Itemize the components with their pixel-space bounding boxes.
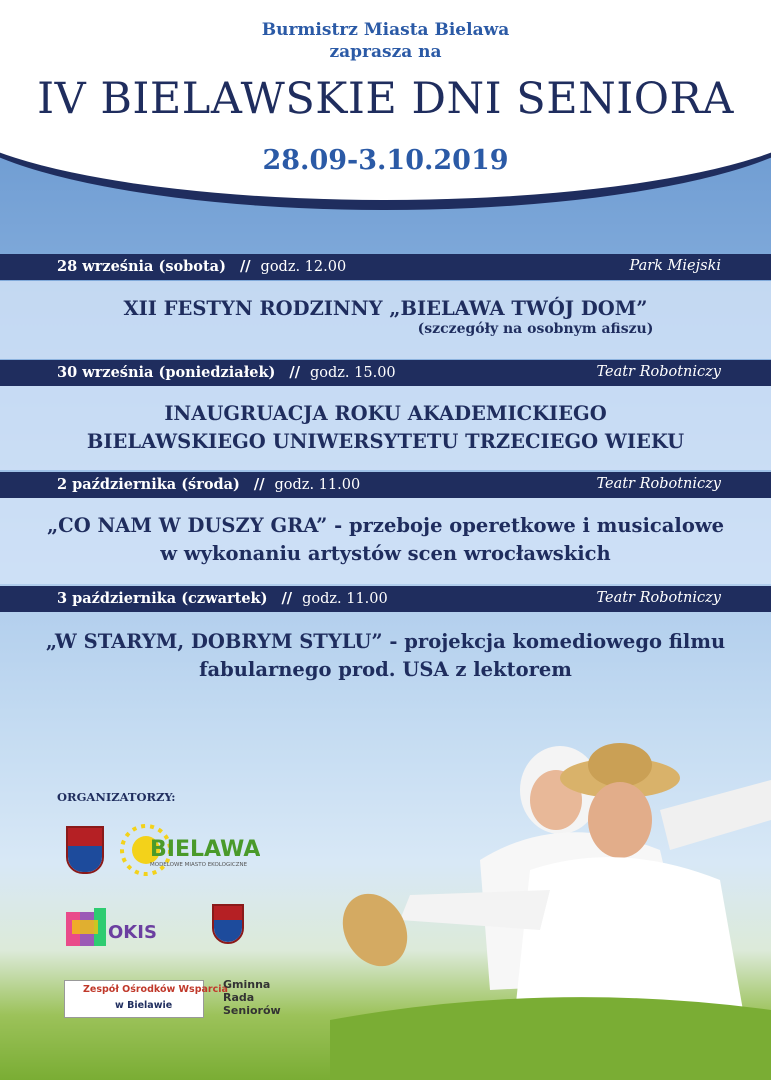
- council-line: Rada: [223, 991, 255, 1004]
- event-title-4b: fabularnego prod. USA z lektorem: [199, 658, 572, 681]
- man-face: [588, 782, 652, 858]
- man-arm: [400, 890, 550, 930]
- woman-arm: [660, 780, 771, 850]
- event-day: 30 września (poniedziałek): [57, 364, 276, 381]
- grass: [330, 997, 771, 1080]
- zow-line2: w Bielawie: [115, 1000, 173, 1011]
- event-place: Park Miejski: [629, 258, 721, 274]
- poster-title: IV BIELAWSKIE DNI SENIORA: [37, 74, 734, 124]
- bielawa-crest-logo: [66, 826, 104, 874]
- event-note-1: (szczegóły na osobnym afiszu): [417, 321, 654, 337]
- separator: //: [289, 364, 300, 381]
- event-place: Teatr Robotniczy: [596, 364, 721, 380]
- event-place: Teatr Robotniczy: [596, 590, 721, 606]
- event-time: godz. 11.00: [274, 477, 361, 493]
- bielawa-logo-sub: MODELOWE MIASTO EKOLOGICZNE: [150, 862, 248, 868]
- event-time: godz. 15.00: [310, 365, 396, 381]
- separator: //: [253, 476, 265, 493]
- council-line: Gminna: [223, 978, 271, 991]
- held-hat: [330, 882, 420, 978]
- event-title-3b: w wykonaniu artystów scen wrocławskich: [160, 542, 611, 565]
- event-title-3a: „CO NAM W DUSZY GRA” - przeboje operetkowe i musicalowe: [46, 514, 725, 537]
- mokis-logo: [66, 908, 176, 950]
- council-line: Seniorów: [223, 1004, 281, 1017]
- event-title-4a: „W STARYM, DOBRYM STYLU” - projekcja komediowego filmu: [45, 630, 726, 653]
- organizers-label: ORGANIZATORZY:: [57, 790, 176, 804]
- event-day: 2 października (środa): [57, 476, 240, 493]
- event-bar-3: [0, 472, 771, 498]
- separator: //: [239, 258, 251, 275]
- event-title-2b: BIELAWSKIEGO UNIWERSYTETU TRZECIEGO WIEKU: [86, 430, 685, 453]
- event-title-2a: INAUGRUACJA ROKU AKADEMICKIEGO: [164, 402, 607, 425]
- seniors-photo: [330, 720, 771, 1080]
- event-bar-2: [0, 360, 771, 386]
- poster-dates: 28.09-3.10.2019: [262, 145, 509, 176]
- bielawa-logo-text: BIELAWA: [150, 837, 260, 862]
- separator: //: [281, 590, 293, 607]
- event-time: godz. 11.00: [302, 591, 388, 607]
- zow-line1: Zespół Ośrodków Wsparcia: [83, 984, 228, 995]
- bielawa-eco-logo: [120, 820, 260, 880]
- utw-crest-logo: [212, 904, 244, 944]
- straw-hat-crown: [588, 743, 652, 787]
- mokis-logo-text: OKIS: [108, 922, 157, 943]
- event-title-1: XII FESTYN RODZINNY „BIELAWA TWÓJ DOM”: [123, 297, 648, 320]
- event-bar-4: [0, 586, 771, 612]
- inviter-text: Burmistrz Miasta Bielawa: [261, 20, 510, 40]
- event-time: godz. 12.00: [260, 259, 347, 275]
- council-logo: [223, 978, 281, 1017]
- zow-logo: [64, 980, 228, 1018]
- event-day: 3 października (czwartek): [57, 590, 268, 607]
- invites-text: zaprasza na: [329, 42, 442, 62]
- event-day: 28 września (sobota): [57, 258, 226, 275]
- event-bar-1: [0, 254, 771, 280]
- event-place: Teatr Robotniczy: [596, 476, 721, 492]
